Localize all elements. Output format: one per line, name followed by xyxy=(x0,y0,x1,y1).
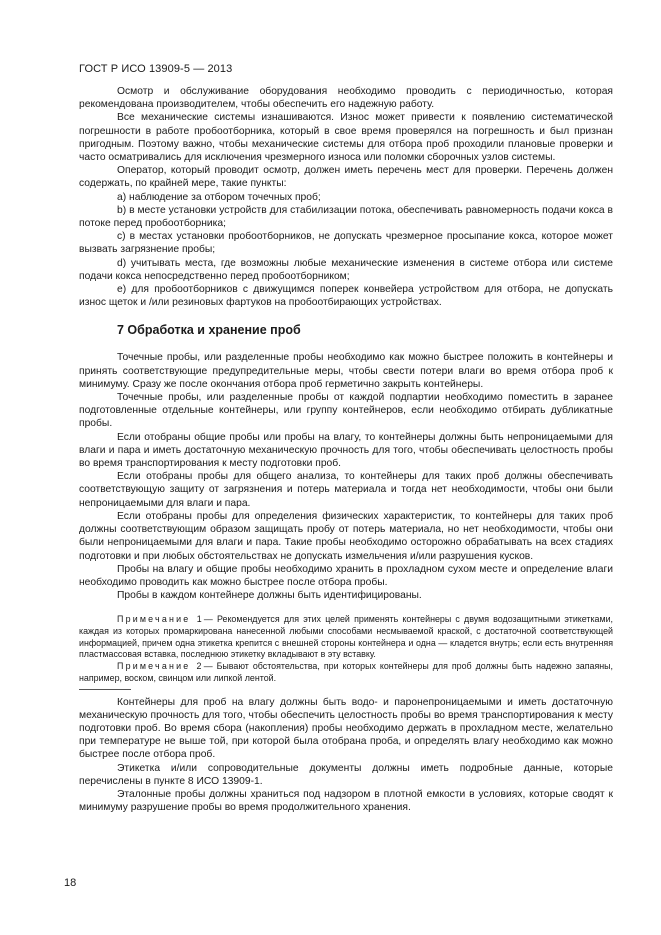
checklist-item: b) в месте установки устройств для стабилизации потока, обеспечивать равномерность подачи кокса в потоке перед пробоотборника; xyxy=(79,204,613,230)
final-paragraph: Этикетка и/или сопроводительные документы должны иметь подробные данные, которые перечислены в пункте 8 ИСО 13909-1. xyxy=(79,762,613,787)
intro-paragraph: Все механические системы изнашиваются. Износ может привести к появлению систематической погрешности в работе пробоотборника, который в свое время проверялся на погрешность и был признан пригодным. Поэтому важно, чтобы механические системы для отбора проб проходили плановые проверки и часто осматривались для исключения чрезмерного износа или поломки сборочных узлов системы. xyxy=(79,112,613,164)
section-paragraph: Если отобраны пробы для определения физических характеристик, то контейнеры для таких проб должны соответствующим образом защищать пробу от потерь материала, но нет необходимости, чтобы они были непроницаемыми для влаги и пара. Такие пробы необходимо осторожно обрабатывать на всех стадиях подготовки и при любых обстоятельствах не допускать измельчения и/или разрушения кусков. xyxy=(79,510,613,562)
note-1 xyxy=(79,614,613,661)
section-paragraph: Пробы на влагу и общие пробы необходимо хранить в прохладном сухом месте и определение влаги необходимо проводить как можно быстрее после отбора пробы. xyxy=(79,563,613,588)
section-paragraph: Точечные пробы, или разделенные пробы от каждой подпартии необходимо поместить в заранее подготовленные отдельные контейнеры, или группу контейнеров, если необходимо отбирать дубликатные пробы. xyxy=(79,392,613,430)
section-paragraph: Если отобраны пробы для общего анализа, то контейнеры для таких проб должны обеспечивать соответствующую защиту от загрязнения и потерь материала и тогда нет необходимости, чтобы они были непроницаемыми для влаги и пара. xyxy=(79,471,613,509)
note-label: Примечание 1 xyxy=(117,614,204,625)
final-paragraph: Эталонные пробы должны храниться под надзором в плотной емкости в условиях, которые сводят к минимуму разрушение пробы во время продолжительного хранения. xyxy=(79,788,613,814)
final-paragraph: Контейнеры для проб на влагу должны быть водо- и паронепроницаемыми и иметь достаточную механическую прочность для того, чтобы обеспечить целостность пробы во время транспортирования к месту подготовки проб. Во время сбора (накопления) пробы необходимо держать в прохладном месте, желательно при температуре не выше той, при которой была отобрана проба, и определять влагу необходимо как можно быстрее после отбора проб. xyxy=(79,696,613,761)
checklist-item: d) учитывать места, где возможны любые механические изменения в системе отбора или системе подачи кокса непосредственно перед пробоотборником; xyxy=(79,257,613,282)
section-paragraph: Точечные пробы, или разделенные пробы необходимо как можно быстрее положить в контейнеры и принять соответствующие предупредительные меры, чтобы свести потери влаги во время отбора проб к минимуму. Сразу же после окончания отбора проб герметично закрыть контейнеры. xyxy=(79,352,613,390)
checklist-item: c) в местах установки пробоотборников, не допускать чрезмерное просыпание кокса, которое может вызвать загрязнение пробы; xyxy=(79,231,613,256)
spacer xyxy=(79,602,613,614)
checklist-item: e) для пробоотборников с движущимся поперек конвейера устройством для отбора, не допускать износ щеток и /или резиновых фартуков на пробоотбирающих устройствах. xyxy=(79,284,613,309)
section-heading: 7 Обработка и хранение проб xyxy=(117,323,301,338)
note-text: — Рекомендуется для этих целей применять контейнеры с двумя водозащитными этикетками, каждая из которых промаркирована нанесенной любыми способами несмываемой краской, с достаточной соответствующей информацией, причем одна этикетка крепится с внешней стороны контейнера и одна — кладется внутрь; если есть внутренняя пластмассовая вставка, последнюю этикетку вкладывают в эту вставку. xyxy=(79,614,613,660)
intro-paragraph: Осмотр и обслуживание оборудования необходимо проводить с периодичностью, которая рекомендована производителем, чтобы обеспечить его надежную работу. xyxy=(79,86,613,111)
intro-paragraph: Оператор, который проводит осмотр, должен иметь перечень мест для проверки. Перечень должен содержать, по крайней мере, такие пункты: xyxy=(79,165,613,190)
document-body xyxy=(79,85,613,814)
section-paragraph: Если отобраны общие пробы или пробы на влагу, то контейнеры должны быть непроницаемыми для влаги и пара и иметь достаточную механическую прочность для того, чтобы обеспечивать целостность пробы во время транспортирования к месту подготовки проб. xyxy=(79,431,613,470)
note-divider xyxy=(79,689,131,690)
note-label: Примечание 2 xyxy=(117,661,204,672)
page-number: 18 xyxy=(64,877,77,889)
note-text: — Бывают обстоятельства, при которых контейнеры для проб должны быть надежно запаяны, например, воском, свинцом или липкой лентой. xyxy=(79,661,613,683)
section-paragraph: Пробы в каждом контейнере должны быть идентифицированы. xyxy=(117,590,422,602)
note-2 xyxy=(79,661,613,684)
checklist-item: a) наблюдение за отбором точечных проб; xyxy=(117,191,321,203)
document-header: ГОСТ Р ИСО 13909-5 — 2013 xyxy=(79,63,233,75)
